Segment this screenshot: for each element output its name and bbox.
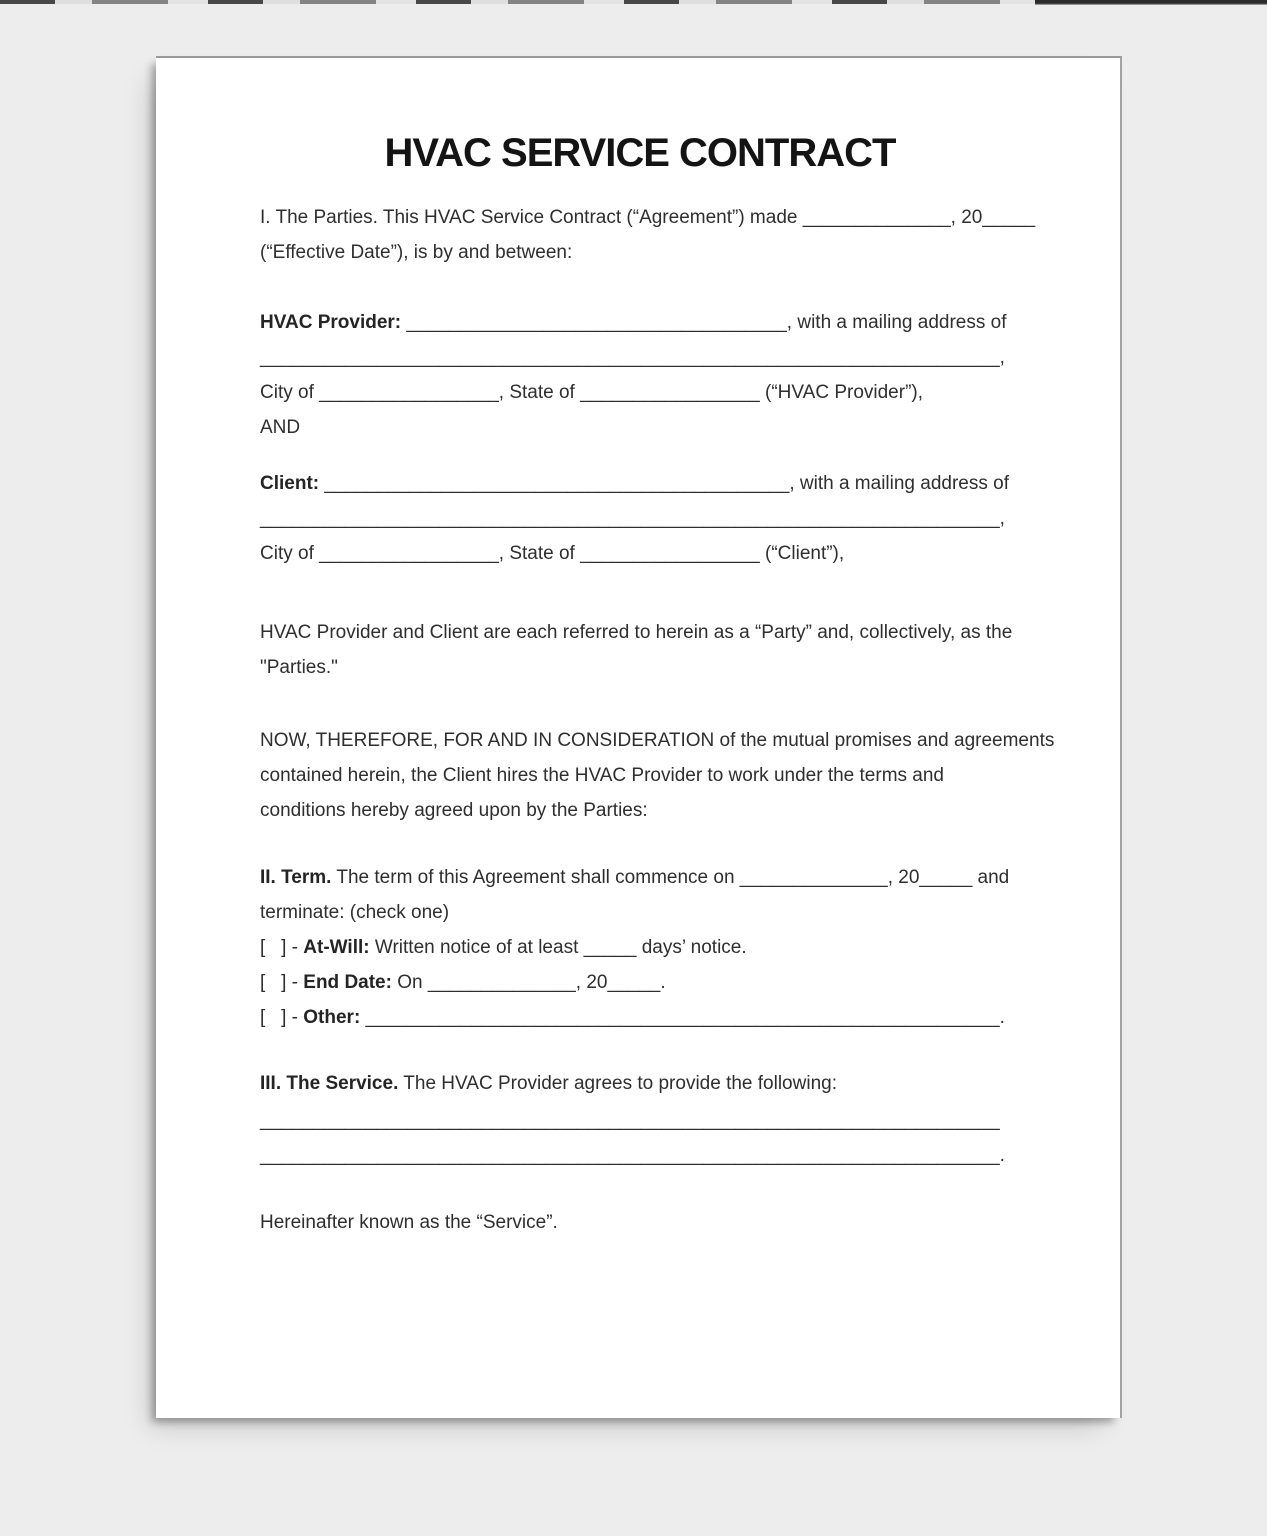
text-segment: contained herein, the Client hires the HVAC Provider to work under the terms and [260,765,944,786]
text-segment: (“Effective Date”), is by and between: [260,242,573,263]
document-line [260,1103,1020,1138]
bold-label: HVAC Provider: [260,312,402,333]
text-segment: ______________________________________________________________________. [260,1145,1005,1166]
text-segment: On ______________, 20_____. [391,972,666,993]
text-segment: ____________________________________________, with a mailing address of [319,473,1009,494]
block-service-blank-1 [260,1103,1020,1138]
text-segment: Hereinafter known as the “Service”. [260,1212,558,1233]
text-segment: The HVAC Provider agrees to provide the following: [398,1073,837,1094]
document-line [260,1000,1020,1035]
text-segment: ______________________________________________________________________, [260,347,1005,368]
document-title: HVAC SERVICE CONTRACT [384,131,896,175]
scan-artifact-dashes [0,0,1035,4]
block-provider [260,305,1020,445]
text-segment: I. The Parties. This HVAC Service Contract (“Agreement”) made ______________, 20_____ [260,207,1036,228]
block-hereinafter [260,1205,1020,1240]
text-segment: City of _________________, State of _________________ (“Client”), [260,543,845,564]
block-client [260,466,1020,571]
text-segment: ____________________________________, with a mailing address of [401,312,1007,333]
document-line [260,723,1055,758]
block-parties [260,615,1020,685]
document-line [260,466,1020,501]
bold-label: III. The Service. [260,1073,399,1094]
document-line [260,650,1020,685]
document-line [260,965,1020,1000]
document-line [260,1138,1020,1173]
scan-artifact-bar [1035,0,1267,5]
text-segment: NOW, THEREFORE, FOR AND IN CONSIDERATION of the mutual promises and agreements [260,730,1055,751]
text-segment: terminate: (check one) [260,902,450,923]
document-line [260,758,1020,793]
bold-label: Client: [260,473,320,494]
document-line [260,305,1020,340]
document-line [260,410,1020,445]
bold-label: End Date: [303,972,392,993]
text-segment: ______________________________________________________________________, [260,508,1005,529]
text-segment: City of _________________, State of _________________ (“HVAC Provider”), [260,382,923,403]
document-body [260,200,1055,1240]
document-line [260,375,1020,410]
text-segment: conditions hereby agreed upon by the Parties: [260,800,648,821]
text-segment: [ ] - [260,972,304,993]
block-service-blank-2 [260,1138,1020,1173]
text-segment: AND [260,417,301,438]
bold-label: Other: [303,1007,361,1028]
document-line [260,200,1036,235]
document-line [260,860,1020,895]
block-term [260,860,1020,1035]
text-segment: ______________________________________________________________________ [260,1110,1000,1131]
contract-page [156,56,1122,1418]
document-line [260,793,1020,828]
document-line [260,615,1020,650]
text-segment: [ ] - [260,937,304,958]
text-segment: The term of this Agreement shall commence on ______________, 20_____ and [331,867,1010,888]
bold-label: At-Will: [303,937,370,958]
text-segment: HVAC Provider and Client are each referred to herein as a “Party” and, collectively, as the [260,622,1013,643]
document-line [260,1066,1020,1101]
bold-label: II. Term. [260,867,332,888]
document-line [260,501,1020,536]
block-consideration [260,723,1055,828]
block-service [260,1066,1020,1101]
document-line [260,536,1020,571]
text-segment: ____________________________________________________________. [360,1007,1005,1028]
document-line [260,1205,1020,1240]
block-intro [260,200,1036,270]
text-segment: Written notice of at least _____ days’ notice. [369,937,747,958]
document-line [260,235,1020,270]
document-line [260,895,1020,930]
text-segment: [ ] - [260,1007,304,1028]
text-segment: "Parties." [260,657,338,678]
document-line [260,930,1020,965]
document-line [260,340,1020,375]
